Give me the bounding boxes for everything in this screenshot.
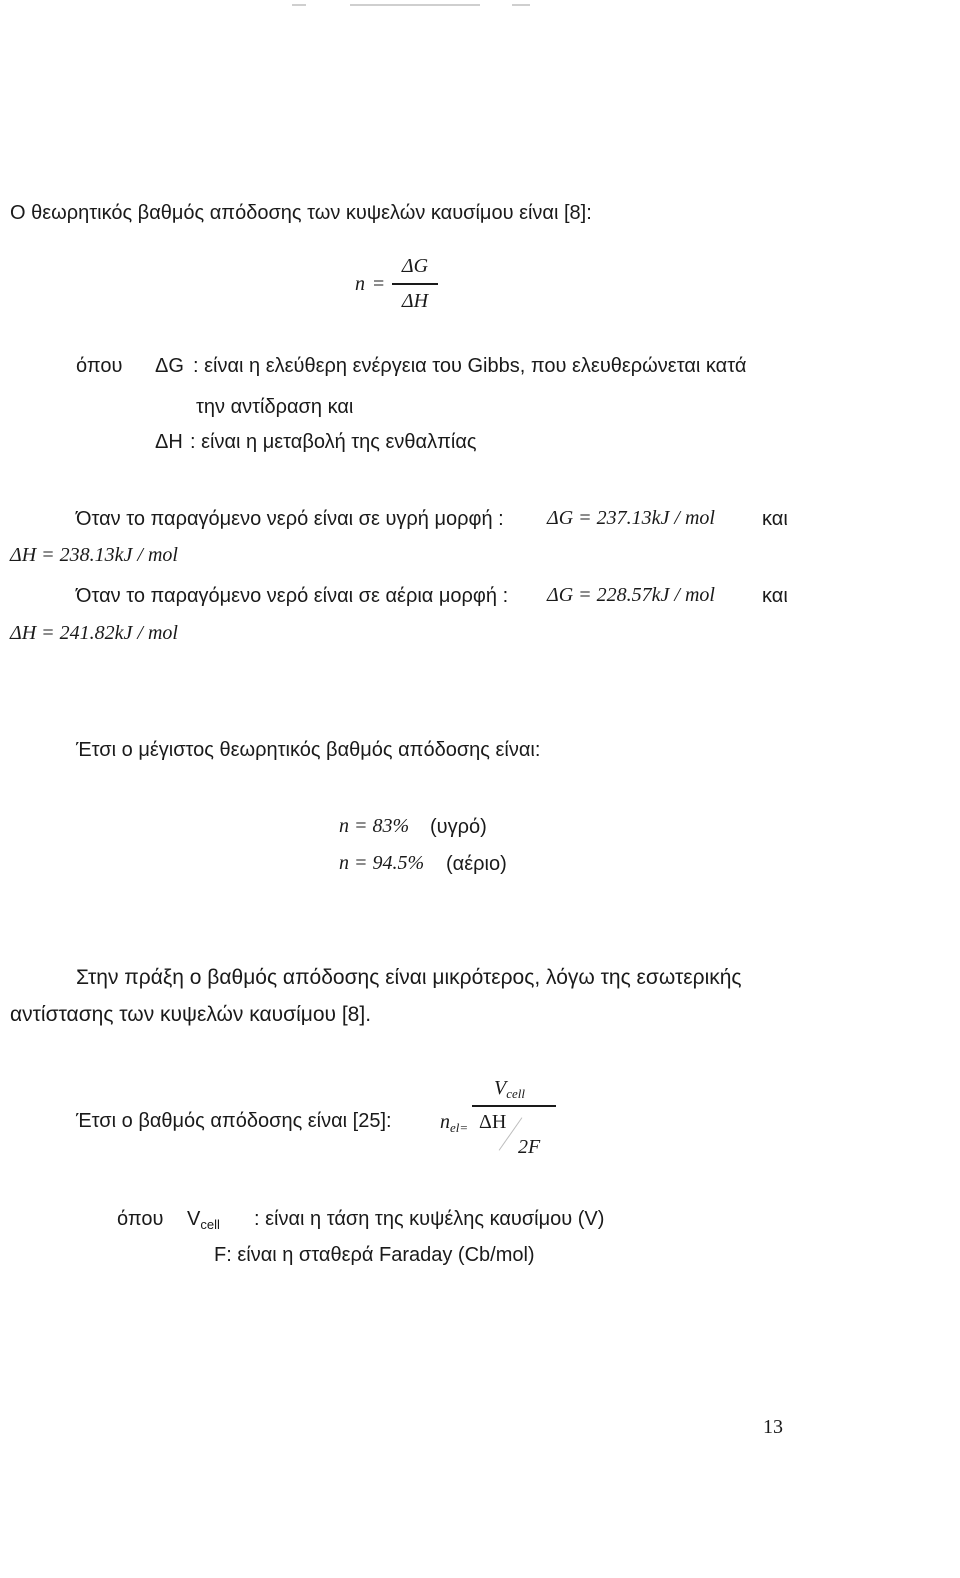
result-gas-label: (αέριο) [446, 853, 507, 875]
fraction-bar [392, 283, 438, 285]
fraction-numerator: ΔG [401, 255, 429, 277]
page-number: 13 [763, 1416, 783, 1438]
liquid-water-text: Όταν το παραγόμενο νερό είναι σε υγρή μορφή : [76, 508, 504, 530]
intro-text: Ο θεωρητικός βαθμός απόδοσης των κυψελών καυσίμου είναι [8]: [10, 202, 592, 224]
equals-sign: = [373, 273, 385, 295]
fraction-denominator-bottom: 2F [518, 1136, 541, 1158]
delta-h-definition: : είναι η μεταβολή της ενθαλπίας [190, 431, 477, 453]
fraction-bar [472, 1105, 556, 1107]
efficiency-formula-intro: Έτσι ο βαθμός απόδοσης είναι [25]: [76, 1110, 392, 1132]
gas-delta-g-value: ΔG = 228.57kJ / mol [547, 584, 715, 606]
gas-delta-h-value: ΔH = 241.82kJ / mol [10, 622, 178, 644]
practice-line-2: αντίστασης των κυψελών καυσίμου [8]. [10, 1003, 372, 1026]
delta-g-definition-cont: την αντίδραση και [196, 396, 354, 418]
and-word: και [762, 508, 788, 530]
fraction-denominator: ΔH [401, 290, 429, 312]
liquid-delta-g-value: ΔG = 237.13kJ / mol [547, 507, 715, 529]
result-liquid-label: (υγρό) [430, 816, 487, 838]
liquid-delta-h-value: ΔH = 238.13kJ / mol [10, 544, 178, 566]
where-word: όπου [117, 1208, 164, 1230]
and-word: και [762, 585, 788, 607]
result-gas-value: n = 94.5% [339, 852, 425, 874]
where-word: όπου [76, 355, 123, 377]
delta-g-definition: : είναι η ελεύθερη ενέργεια του Gibbs, που ελευθερώνεται κατά [193, 355, 747, 377]
delta-g-symbol: ΔG [155, 355, 184, 377]
scan-mark [512, 4, 530, 6]
v-cell-definition: : είναι η τάση της κυψέλης καυσίμου (V) [254, 1208, 605, 1230]
v-cell-symbol: $V_{cell}$ [187, 1208, 220, 1232]
faraday-definition: F: είναι η σταθερά Faraday (Cb/mol) [214, 1244, 535, 1266]
scan-mark [350, 4, 480, 6]
scan-mark [292, 4, 306, 6]
efficiency-el-symbol: $n_{el=}$ [440, 1111, 469, 1135]
result-liquid-value: n = 83% [339, 815, 410, 837]
gas-water-text: Όταν το παραγόμενο νερό είναι σε αέρια μορφή : [76, 585, 509, 607]
fraction-numerator: $V_{cell}$ [494, 1077, 525, 1101]
practice-line-1: Στην πράξη ο βαθμός απόδοσης είναι μικρότερος, λόγω της εσωτερικής [76, 966, 742, 989]
efficiency-symbol: n [355, 273, 365, 295]
delta-h-symbol: ΔΗ [155, 431, 183, 453]
fraction-denominator-top: ΔH [479, 1111, 507, 1133]
max-efficiency-intro: Έτσι ο μέγιστος θεωρητικός βαθμός απόδοσης είναι: [76, 739, 541, 761]
